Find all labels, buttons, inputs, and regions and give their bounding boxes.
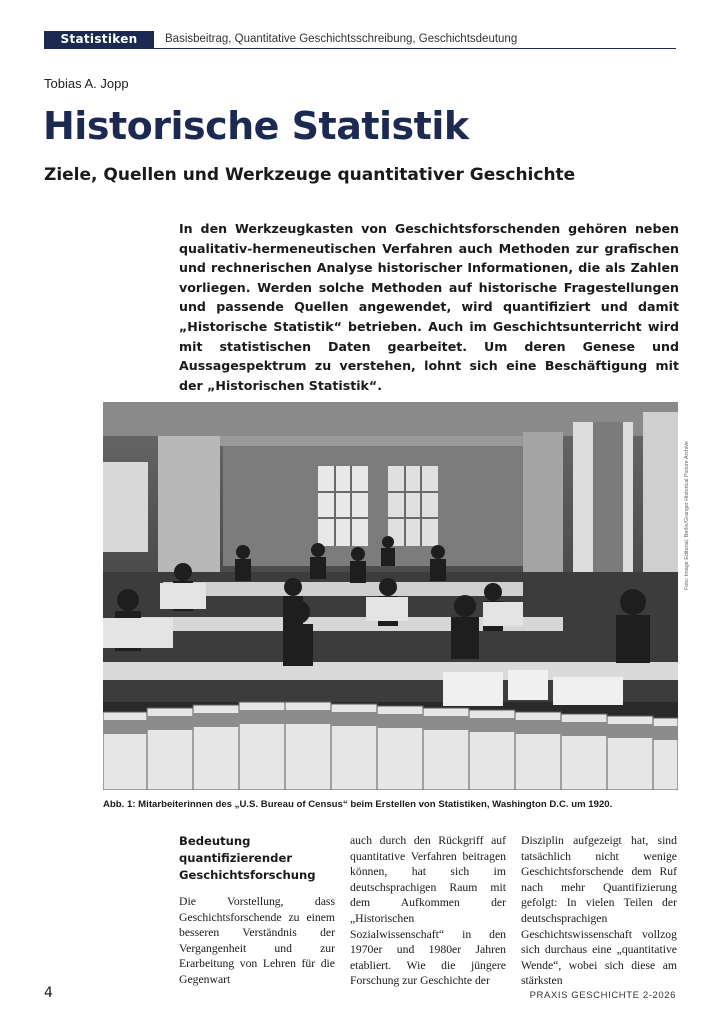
topic-tagline: Basisbeitrag, Quantitative Geschichtsschreibung, Geschichtsdeutung xyxy=(165,33,518,45)
historical-photo xyxy=(103,402,678,790)
office-photo-illustration xyxy=(103,402,678,790)
article-title: Historische Statistik xyxy=(43,104,469,148)
body-column-1 xyxy=(179,833,335,988)
figure-caption: Abb. 1: Mitarbeiterinnen des „U.S. Bureau of Census“ beim Erstellen von Statistiken, Washington D.C. um 1920. xyxy=(103,799,613,810)
journal-name: PRAXIS GESCHICHTE 2-2026 xyxy=(529,990,676,1001)
section-tag: Statistiken xyxy=(44,31,154,48)
photo-credit: Foto: Image Editorial, Berlin/Granger Historical Picture Archive xyxy=(684,441,690,590)
page-number: 4 xyxy=(44,985,53,1001)
author: Tobias A. Jopp xyxy=(44,76,129,91)
body-text-col3: Disziplin aufgezeigt hat, sind tatsächlich nicht wenige Geschichtsforschende dem Ruf nach mehr Quantifizierung gefolgt: In vielen Teilen der deutschsprachigen Geschichtswissenschaft vollzog sich durchaus eine „quantitative Wende“, wobei sich diese am stärksten xyxy=(521,834,677,988)
intro-paragraph: In den Werkzeugkasten von Geschichtsforschenden gehören neben qualitativ-hermeneutischen Verfahren auch Methoden zur grafischen und rechnerischen Analyse historischer Informationen, die als Zahlen vorliegen. Werden solche Methoden auf historische Fragestellungen und passende Quellen angewendet, wird quantifiziert und damit „Historische Statistik“ betrieben. Auch im Geschichtsunterricht wird mit statistischen Daten gearbeitet. Um deren Genese und Aussagespektrum zu verstehen, lohnt sich eine Beschäftigung mit der „Historischen Statistik“. xyxy=(179,221,679,393)
header-rule xyxy=(44,48,676,49)
body-text-col1: Die Vorstellung, dass Geschichtsforschende zu einem besseren Verständnis der Vergangenheit und zur Erarbeitung von Lehren für die Gegenwart xyxy=(179,895,335,986)
body-text-col2: auch durch den Rückgriff auf quantitative Verfahren beitragen können, hat sich im deutschsprachigen Raum mit dem Aufkommen der „Historischen Sozialwissenschaft“ in den 1970er und 1980er Jahren etabliert. Wie die jüngere Forschung zur Geschichte der xyxy=(350,834,506,988)
section-heading: Bedeutung quantifizierender Geschichtsforschung xyxy=(179,834,316,882)
body-column-3 xyxy=(521,833,677,989)
article-subtitle: Ziele, Quellen und Werkzeuge quantitativer Geschichte xyxy=(44,165,576,185)
body-column-2 xyxy=(350,833,506,989)
